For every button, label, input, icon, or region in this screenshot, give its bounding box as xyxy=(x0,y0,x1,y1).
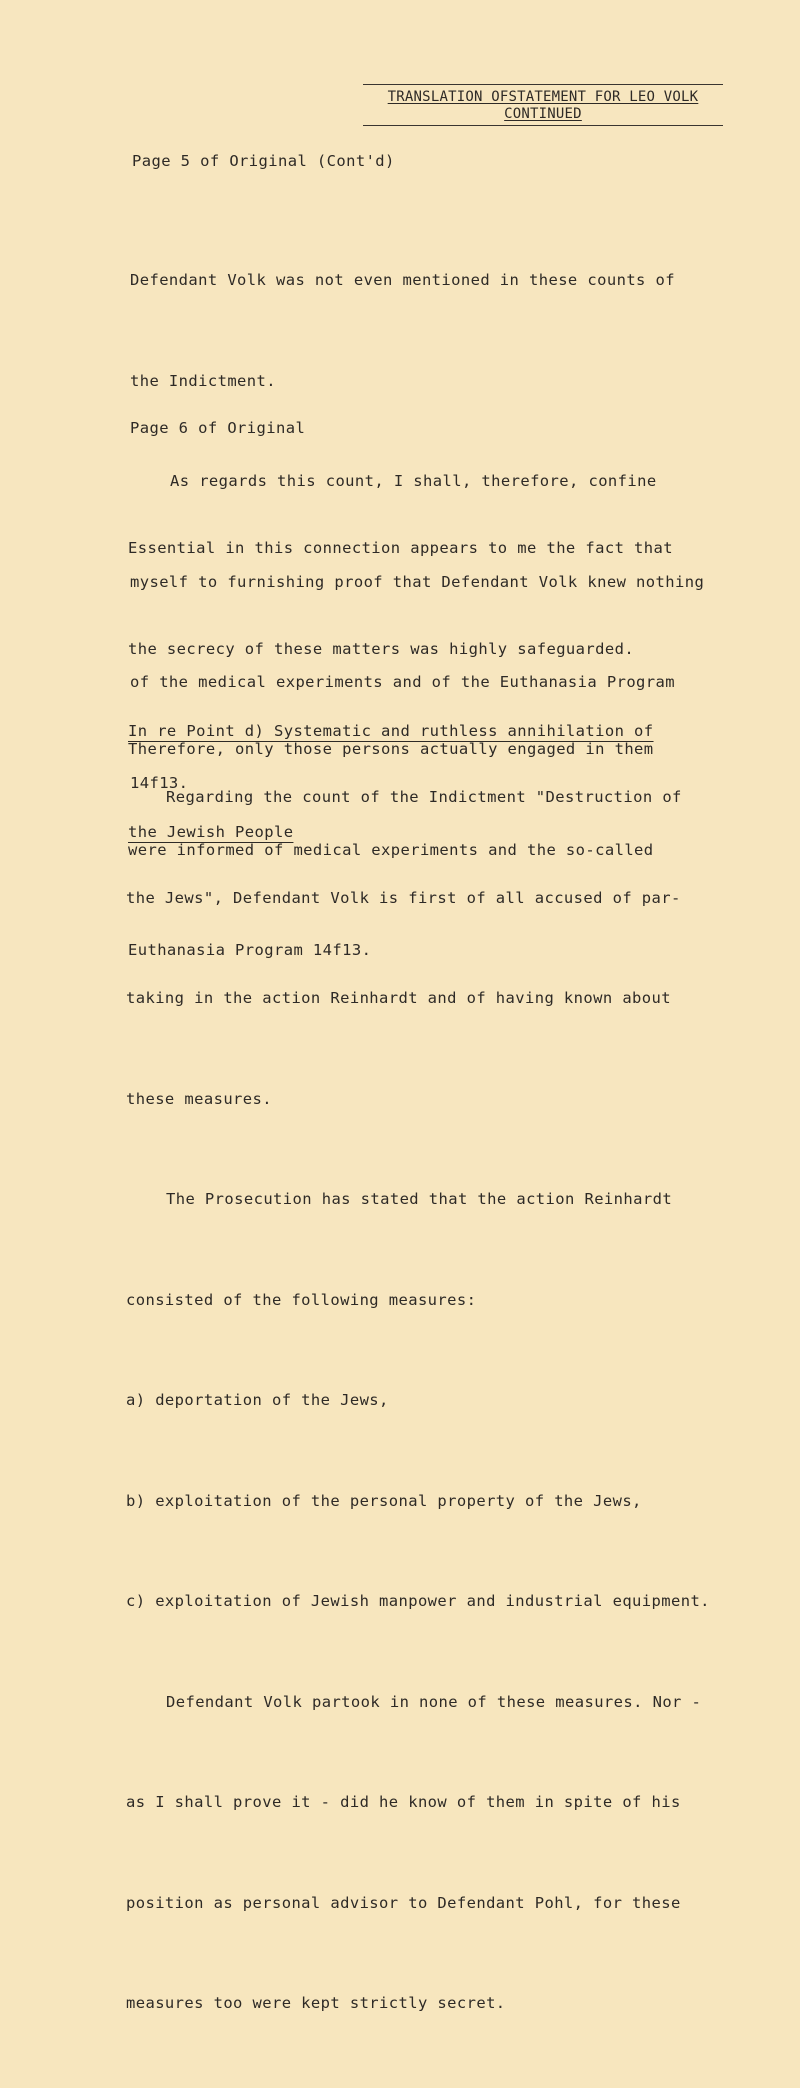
text-line: position as personal advisor to Defendant Pohl, for these xyxy=(126,1893,681,1912)
text-line: myself to furnishing proof that Defendant Volk knew nothing xyxy=(130,572,705,591)
text-line: The Prosecution has stated that the action Reinhardt xyxy=(166,1190,673,1208)
text-line: Therefore, only those persons actually engaged in them xyxy=(128,740,654,758)
text-line: the Jews", Defendant Volk is first of all accused of par- xyxy=(126,888,681,907)
paragraph-3 xyxy=(126,714,746,2088)
text-line: the secrecy of these matters was highly safeguarded. xyxy=(128,639,635,658)
text-line: Regarding the count of the Indictment "Destruction of xyxy=(166,788,682,806)
text-line: the Indictment. xyxy=(130,371,276,390)
text-line: Defendant Volk was not even mentioned in these counts of xyxy=(130,271,675,289)
list-item: c) exploitation of Jewish manpower and industrial equipment. xyxy=(126,1592,710,1610)
text-line: 14f13. xyxy=(130,773,189,792)
text-line: consisted of the following measures: xyxy=(126,1290,477,1309)
text-line: Essential in this connection appears to me the fact that xyxy=(128,539,673,557)
list-item: b) exploitation of the personal property of the Jews, xyxy=(126,1491,642,1510)
text-line: taking in the action Reinhardt and of having known about xyxy=(126,989,671,1007)
header-subtitle: CONTINUED xyxy=(504,106,582,122)
text-line: measures too were kept strictly secret. xyxy=(126,1994,506,2012)
text-line: of the medical experiments and of the Euthanasia Program xyxy=(130,673,675,691)
text-line: Euthanasia Program 14f13. xyxy=(128,941,372,959)
heading-line: In re Point d) Systematic and ruthless annihilation of xyxy=(128,722,654,740)
text-line: Defendant Volk partook in none of these measures. Nor - xyxy=(166,1692,702,1711)
text-line: these measures. xyxy=(126,1089,272,1108)
page-6-label: Page 6 of Original xyxy=(130,419,306,437)
page-5-label: Page 5 of Original (Cont'd) xyxy=(132,152,395,170)
text-line: as I shall prove it - did he know of them in spite of his xyxy=(126,1793,681,1811)
list-item: a) deportation of the Jews, xyxy=(126,1391,389,1409)
heading-line: the Jewish People xyxy=(128,822,294,841)
text-line: were informed of medical experiments and the so-called xyxy=(128,840,654,859)
document-header xyxy=(363,84,723,126)
header-title: TRANSLATION OFSTATEMENT FOR LEO VOLK xyxy=(387,89,699,105)
text-line: As regards this count, I shall, therefore, confine xyxy=(170,472,657,490)
